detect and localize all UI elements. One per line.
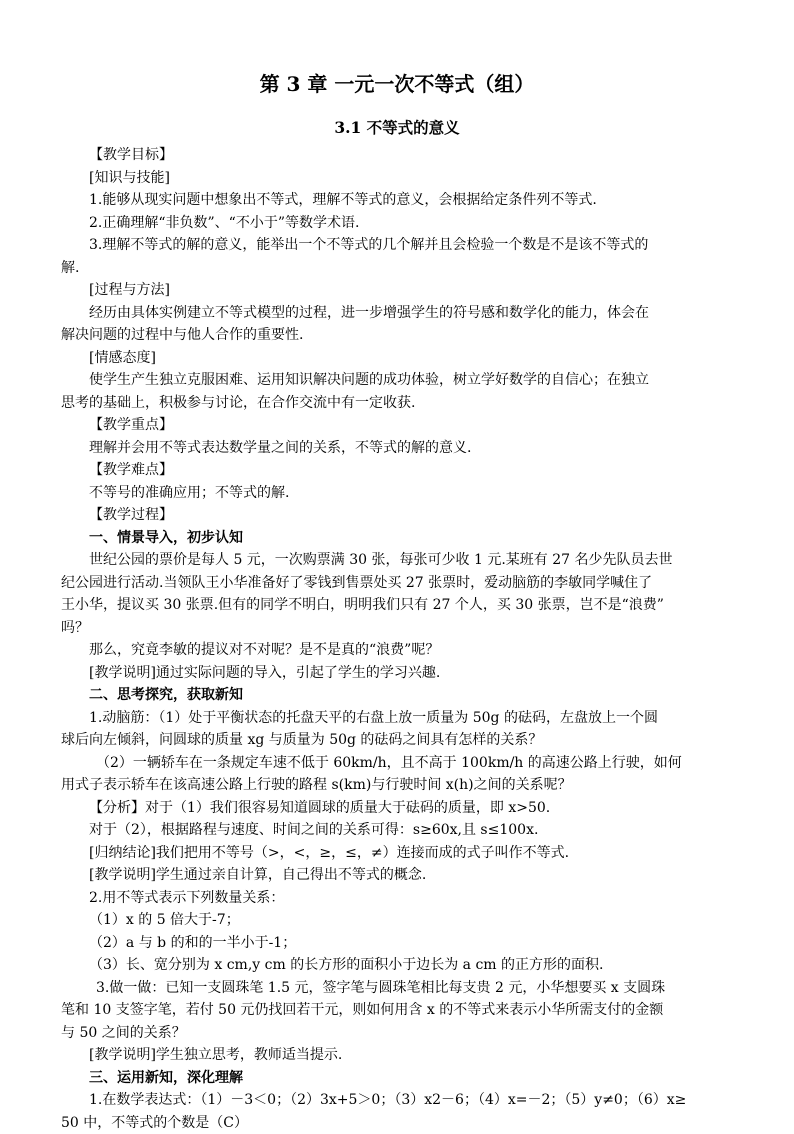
subheading-process: [过程与方法] [61,279,741,302]
heading-teaching-goals: 【教学目标】 [61,144,741,167]
brainstorm-1-line-2: 球后向左倾斜，问圆球的质量 xg 与质量为 50g 的砝码之间具有怎样的关系？ [61,729,741,752]
brainstorm-2-line-1: （2）一辆轿车在一条规定车速不低于 60km/h，且不高于 100km/h 的高速公路上行驶，如何 [61,752,741,775]
heading-teaching-process: 【教学过程】 [61,504,741,527]
heading-difficulties: 【教学难点】 [61,459,741,482]
brainstorm-1-line-1: 1.动脑筋：（1）处于平衡状态的托盘天平的右盘上放一质量为 50g 的砝码，左盘放上一个圆 [61,707,741,730]
intro-paragraph-line-2: 纪公园进行活动.当领队王小华准备好了零钱到售票处买 27 张票时，爱动脑筋的李敏同学喊住了 [61,572,741,595]
exercise-3-line-3: 与 50 之间的关系？ [61,1022,741,1045]
teaching-note-2: [教学说明]学生通过亲自计算，自己得出不等式的概念. [61,864,741,887]
exercise-2-item-3: （3）长、宽分别为 x cm,y cm 的长方形的面积小于边长为 a cm 的正方形的面积. [61,954,741,977]
difficulties-text: 不等号的准确应用；不等式的解. [61,482,741,505]
process-text-cont: 解决问题的过程中与他人合作的重要性. [61,324,741,347]
exercise-2-heading: 2.用不等式表示下列数量关系： [61,887,741,910]
subheading-knowledge: [知识与技能] [61,167,741,190]
document-body [61,144,741,1134]
subheading-attitude: [情感态度] [61,347,741,370]
analysis-1: 【分析】对于（1）我们很容易知道圆球的质量大于砝码的质量，即 x>50. [61,797,741,820]
section-title: 3.1 不等式的意义 [0,116,794,138]
intro-paragraph-line-1: 世纪公园的票价是每人 5 元，一次购票满 30 张，每张可少收 1 元.某班有 27 名少先队员去世 [61,549,741,572]
exercise-2-item-1: （1）x 的 5 倍大于-7； [61,909,741,932]
practice-1-line-2: 50 中，不等式的个数是（C） [61,1112,741,1134]
goal-item-3-cont: 解. [61,257,741,280]
intro-paragraph-line-3: 王小华，提议买 30 张票.但有的同学不明白，明明我们只有 27 个人，买 30 张票，岂不是“浪费” [61,594,741,617]
section-three-heading: 三、运用新知，深化理解 [61,1067,741,1090]
analysis-2: 对于（2），根据路程与速度、时间之间的关系可得：s≥60x,且 s≤100x. [61,819,741,842]
heading-key-points: 【教学重点】 [61,414,741,437]
intro-question: 那么，究竟李敏的提议对不对呢？是不是真的“浪费”呢？ [61,639,741,662]
attitude-text-cont: 思考的基础上，积极参与讨论，在合作交流中有一定收获. [61,392,741,415]
goal-item-1: 1.能够从现实问题中想象出不等式，理解不等式的意义，会根据给定条件列不等式. [61,189,741,212]
section-two-heading: 二、思考探究，获取新知 [61,684,741,707]
goal-item-2: 2.正确理解“非负数”、“不小于”等数学术语. [61,212,741,235]
process-text: 经历由具体实例建立不等式模型的过程，进一步增强学生的符号感和数学化的能力，体会在 [61,302,741,325]
practice-1-line-1: 1.在数学表达式：（1）－3＜0；（2）3x+5＞0；（3）x2－6；（4）x=－2；（5）y≠0；（6）x≥ [61,1089,741,1112]
intro-paragraph-line-4: 吗？ [61,617,741,640]
teaching-note-1: [教学说明]通过实际问题的导入，引起了学生的学习兴趣. [61,662,741,685]
key-points-text: 理解并会用不等式表达数学量之间的关系，不等式的解的意义. [61,437,741,460]
teaching-note-3: [教学说明]学生独立思考，教师适当提示. [61,1044,741,1067]
attitude-text: 使学生产生独立克服困难、运用知识解决问题的成功体验，树立学好数学的自信心；在独立 [61,369,741,392]
exercise-2-item-2: （2）a 与 b 的和的一半小于-1； [61,932,741,955]
conclusion: [归纳结论]我们把用不等号（>，<，≥，≤，≠）连接而成的式子叫作不等式. [61,842,741,865]
exercise-3-line-1: 3.做一做：已知一支圆珠笔 1.5 元，签字笔与圆珠笔相比每支贵 2 元，小华想要买 x 支圆珠 [61,977,741,1000]
goal-item-3: 3.理解不等式的解的意义，能举出一个不等式的几个解并且会检验一个数是不是该不等式的 [61,234,741,257]
section-one-heading: 一、情景导入，初步认知 [61,527,741,550]
chapter-title: 第 3 章 一元一次不等式（组） [0,68,794,97]
brainstorm-2-line-2: 用式子表示轿车在该高速公路上行驶的路程 s(km)与行驶时间 x(h)之间的关系呢？ [61,774,741,797]
exercise-3-line-2: 笔和 10 支签字笔，若付 50 元仍找回若干元，则如何用含 x 的不等式来表示小华所需支付的金额 [61,999,741,1022]
